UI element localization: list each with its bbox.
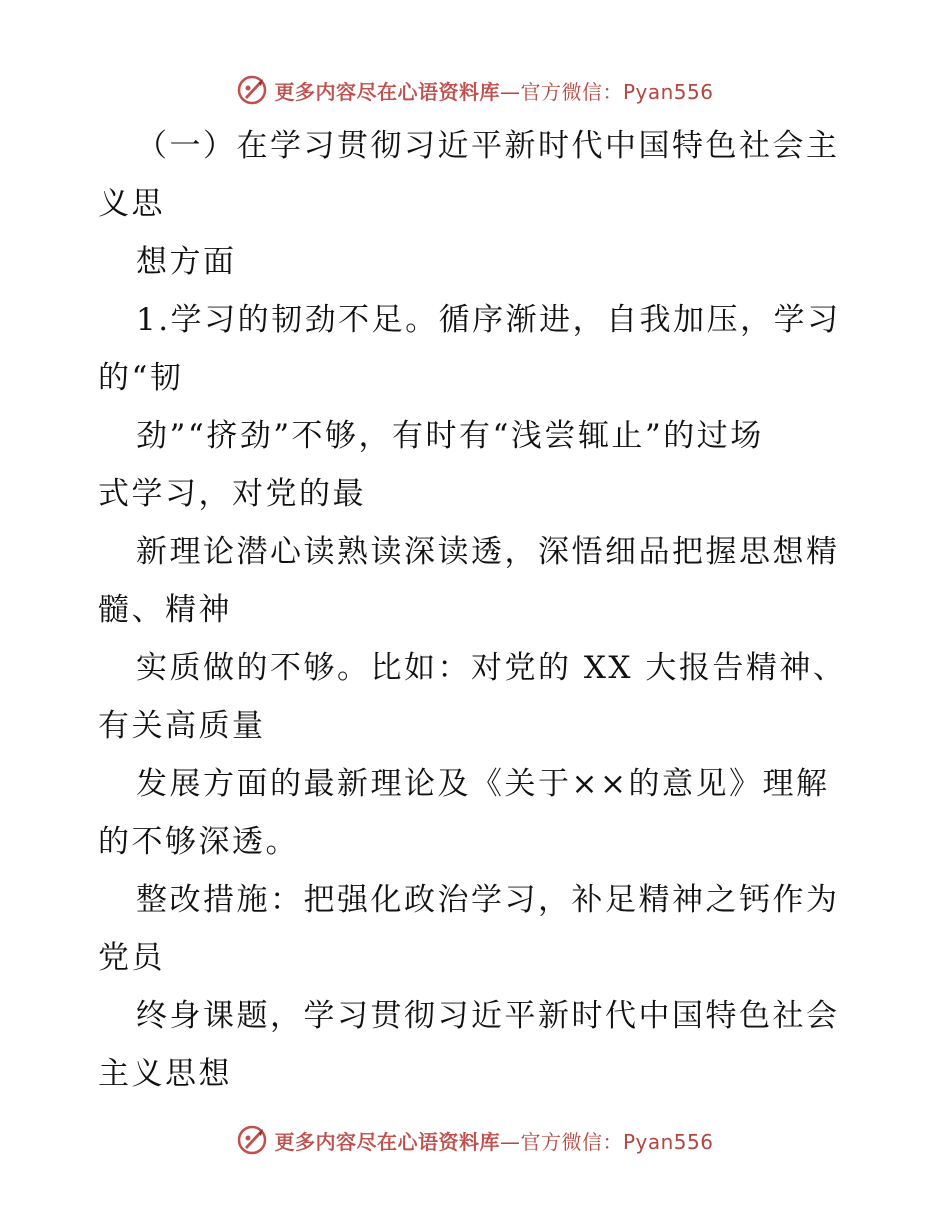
header-banner [0, 70, 950, 110]
body-line-17: 主义思想 [98, 1056, 232, 1092]
body-line-8: 新理论潜心读熟读深读透，深悟细品把握思想精 [136, 534, 840, 570]
body-line-6: 劲”“挤劲”不够，有时有“浅尝辄止”的过场 [136, 418, 764, 454]
footer-wechat-text: —官方微信：Pyan556 [499, 1129, 714, 1154]
body-line-2: 义思 [98, 186, 165, 222]
footer-banner [0, 1120, 950, 1160]
body-line-12: 发展方面的最新理论及《关于××的意见》理解 [136, 766, 830, 802]
body-line-14: 整改措施：把强化政治学习，补足精神之钙作为 [136, 882, 840, 918]
header-wechat-text: —官方微信：Pyan556 [499, 79, 714, 104]
header-banner-text [274, 76, 713, 105]
body-line-5: 的“韧 [98, 360, 184, 396]
body-line-1: （一）在学习贯彻习近平新时代中国特色社会主 [136, 128, 840, 164]
quill-pen-logo-icon [236, 74, 268, 106]
body-line-10: 实质做的不够。比如：对党的 XX 大报告精神、 [136, 650, 847, 686]
body-line-9: 髓、精神 [98, 592, 232, 628]
body-line-4: 1.学习的韧劲不足。循序渐进，自我加压，学习 [136, 302, 841, 338]
body-line-15: 党员 [98, 940, 165, 976]
body-line-11: 有关高质量 [98, 708, 266, 744]
footer-banner-text [274, 1126, 713, 1155]
body-line-3: 想方面 [136, 244, 237, 280]
footer-brand-text: 更多内容尽在心语资料库 [274, 1129, 500, 1154]
quill-pen-logo-icon [236, 1124, 268, 1156]
body-line-13: 的不够深透。 [98, 824, 299, 860]
document-body [98, 117, 858, 1103]
body-line-7: 式学习，对党的最 [98, 476, 366, 512]
header-brand-text: 更多内容尽在心语资料库 [274, 79, 500, 104]
body-line-16: 终身课题，学习贯彻习近平新时代中国特色社会 [136, 998, 840, 1034]
